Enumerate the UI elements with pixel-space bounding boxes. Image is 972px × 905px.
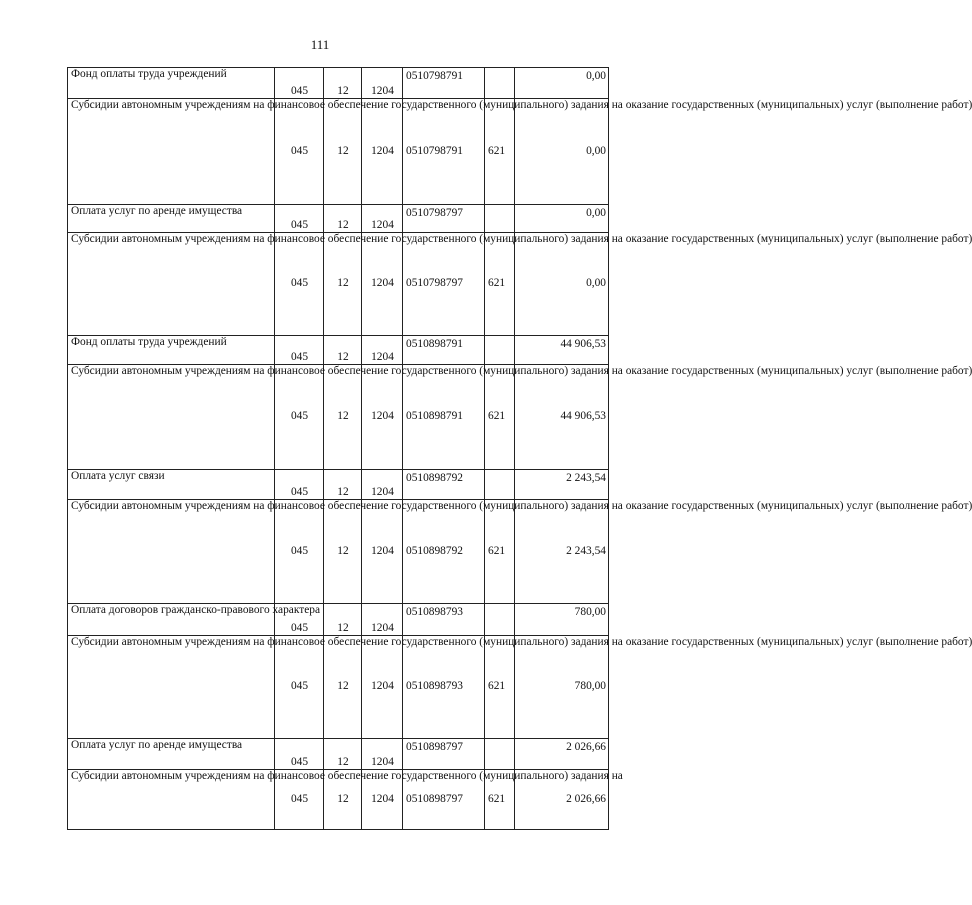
row-section-code: 12 <box>324 336 362 365</box>
row-gr-code: 045 <box>275 636 324 739</box>
row-amount: 0,00 <box>515 99 609 205</box>
table-row <box>68 739 609 770</box>
row-target-code: 0510898791 <box>403 365 485 470</box>
row-name: Субсидии автономным учреждениям на финансовое обеспечение государственного (муниципального) задания на оказание государственных (муниципальных) услуг (выполнение работ) <box>68 365 275 470</box>
row-amount: 0,00 <box>515 68 609 99</box>
row-section-code: 12 <box>324 99 362 205</box>
row-expense-type: 621 <box>485 99 515 205</box>
row-target-code: 0510898791 <box>403 336 485 365</box>
row-section-code: 12 <box>324 205 362 233</box>
row-gr-code: 045 <box>275 470 324 500</box>
row-name: Субсидии автономным учреждениям на финансовое обеспечение государственного (муниципального) задания на оказание государственных (муниципальных) услуг (выполнение работ) <box>68 636 275 739</box>
row-expense-type <box>485 470 515 500</box>
row-subsection-code: 1204 <box>362 336 403 365</box>
row-target-code: 0510898792 <box>403 500 485 604</box>
row-expense-type: 621 <box>485 233 515 336</box>
table-row <box>68 99 609 205</box>
row-gr-code: 045 <box>275 205 324 233</box>
row-target-code: 0510798797 <box>403 205 485 233</box>
row-name: Оплата услуг по аренде имущества <box>68 739 275 770</box>
row-section-code: 12 <box>324 470 362 500</box>
row-target-code: 0510898793 <box>403 604 485 636</box>
page-number: 111 <box>310 37 330 52</box>
table-row <box>68 470 609 500</box>
row-gr-code: 045 <box>275 233 324 336</box>
row-target-code: 0510898793 <box>403 636 485 739</box>
row-target-code: 0510798797 <box>403 233 485 336</box>
row-amount: 0,00 <box>515 205 609 233</box>
row-subsection-code: 1204 <box>362 233 403 336</box>
row-section-code: 12 <box>324 604 362 636</box>
row-target-code: 0510798791 <box>403 99 485 205</box>
row-name: Фонд оплаты труда учреждений <box>68 68 275 99</box>
row-target-code: 0510898797 <box>403 739 485 770</box>
row-target-code: 0510898797 <box>403 770 485 830</box>
table-row <box>68 205 609 233</box>
row-gr-code: 045 <box>275 68 324 99</box>
row-name: Оплата услуг по аренде имущества <box>68 205 275 233</box>
row-target-code: 0510898792 <box>403 470 485 500</box>
row-section-code: 12 <box>324 770 362 830</box>
row-section-code: 12 <box>324 68 362 99</box>
row-amount: 2 243,54 <box>515 470 609 500</box>
row-name: Оплата договоров гражданско-правового характера <box>68 604 275 636</box>
table-row <box>68 770 609 830</box>
row-gr-code: 045 <box>275 604 324 636</box>
row-subsection-code: 1204 <box>362 770 403 830</box>
row-expense-type: 621 <box>485 636 515 739</box>
row-amount: 2 243,54 <box>515 500 609 604</box>
row-subsection-code: 1204 <box>362 500 403 604</box>
row-subsection-code: 1204 <box>362 636 403 739</box>
row-subsection-code: 1204 <box>362 68 403 99</box>
table-row <box>68 365 609 470</box>
row-amount: 0,00 <box>515 233 609 336</box>
row-subsection-code: 1204 <box>362 365 403 470</box>
row-name: Субсидии автономным учреждениям на финансовое обеспечение государственного (муниципального) задания на <box>68 770 275 830</box>
row-name: Субсидии автономным учреждениям на финансовое обеспечение государственного (муниципального) задания на оказание государственных (муниципальных) услуг (выполнение работ) <box>68 99 275 205</box>
row-section-code: 12 <box>324 233 362 336</box>
row-section-code: 12 <box>324 365 362 470</box>
table-row <box>68 233 609 336</box>
row-amount: 780,00 <box>515 604 609 636</box>
row-amount: 2 026,66 <box>515 770 609 830</box>
budget-table <box>67 67 972 830</box>
row-expense-type: 621 <box>485 365 515 470</box>
row-expense-type <box>485 336 515 365</box>
row-subsection-code: 1204 <box>362 205 403 233</box>
row-target-code: 0510798791 <box>403 68 485 99</box>
row-name: Фонд оплаты труда учреждений <box>68 336 275 365</box>
row-expense-type <box>485 205 515 233</box>
row-gr-code: 045 <box>275 365 324 470</box>
table-row <box>68 68 609 99</box>
row-expense-type <box>485 604 515 636</box>
row-gr-code: 045 <box>275 99 324 205</box>
row-gr-code: 045 <box>275 739 324 770</box>
row-section-code: 12 <box>324 739 362 770</box>
row-amount: 44 906,53 <box>515 365 609 470</box>
row-gr-code: 045 <box>275 500 324 604</box>
row-section-code: 12 <box>324 636 362 739</box>
row-subsection-code: 1204 <box>362 470 403 500</box>
row-subsection-code: 1204 <box>362 739 403 770</box>
row-amount: 780,00 <box>515 636 609 739</box>
row-gr-code: 045 <box>275 336 324 365</box>
table-row <box>68 604 609 636</box>
row-amount: 44 906,53 <box>515 336 609 365</box>
row-expense-type: 621 <box>485 500 515 604</box>
row-expense-type <box>485 68 515 99</box>
row-name: Субсидии автономным учреждениям на финансовое обеспечение государственного (муниципального) задания на оказание государственных (муниципальных) услуг (выполнение работ) <box>68 500 275 604</box>
row-name: Субсидии автономным учреждениям на финансовое обеспечение государственного (муниципального) задания на оказание государственных (муниципальных) услуг (выполнение работ) <box>68 233 275 336</box>
row-section-code: 12 <box>324 500 362 604</box>
row-gr-code: 045 <box>275 770 324 830</box>
row-expense-type: 621 <box>485 770 515 830</box>
row-amount: 2 026,66 <box>515 739 609 770</box>
table-row <box>68 336 609 365</box>
row-subsection-code: 1204 <box>362 99 403 205</box>
table-row <box>68 636 609 739</box>
table-row <box>68 500 609 604</box>
row-name: Оплата услуг связи <box>68 470 275 500</box>
row-expense-type <box>485 739 515 770</box>
row-subsection-code: 1204 <box>362 604 403 636</box>
